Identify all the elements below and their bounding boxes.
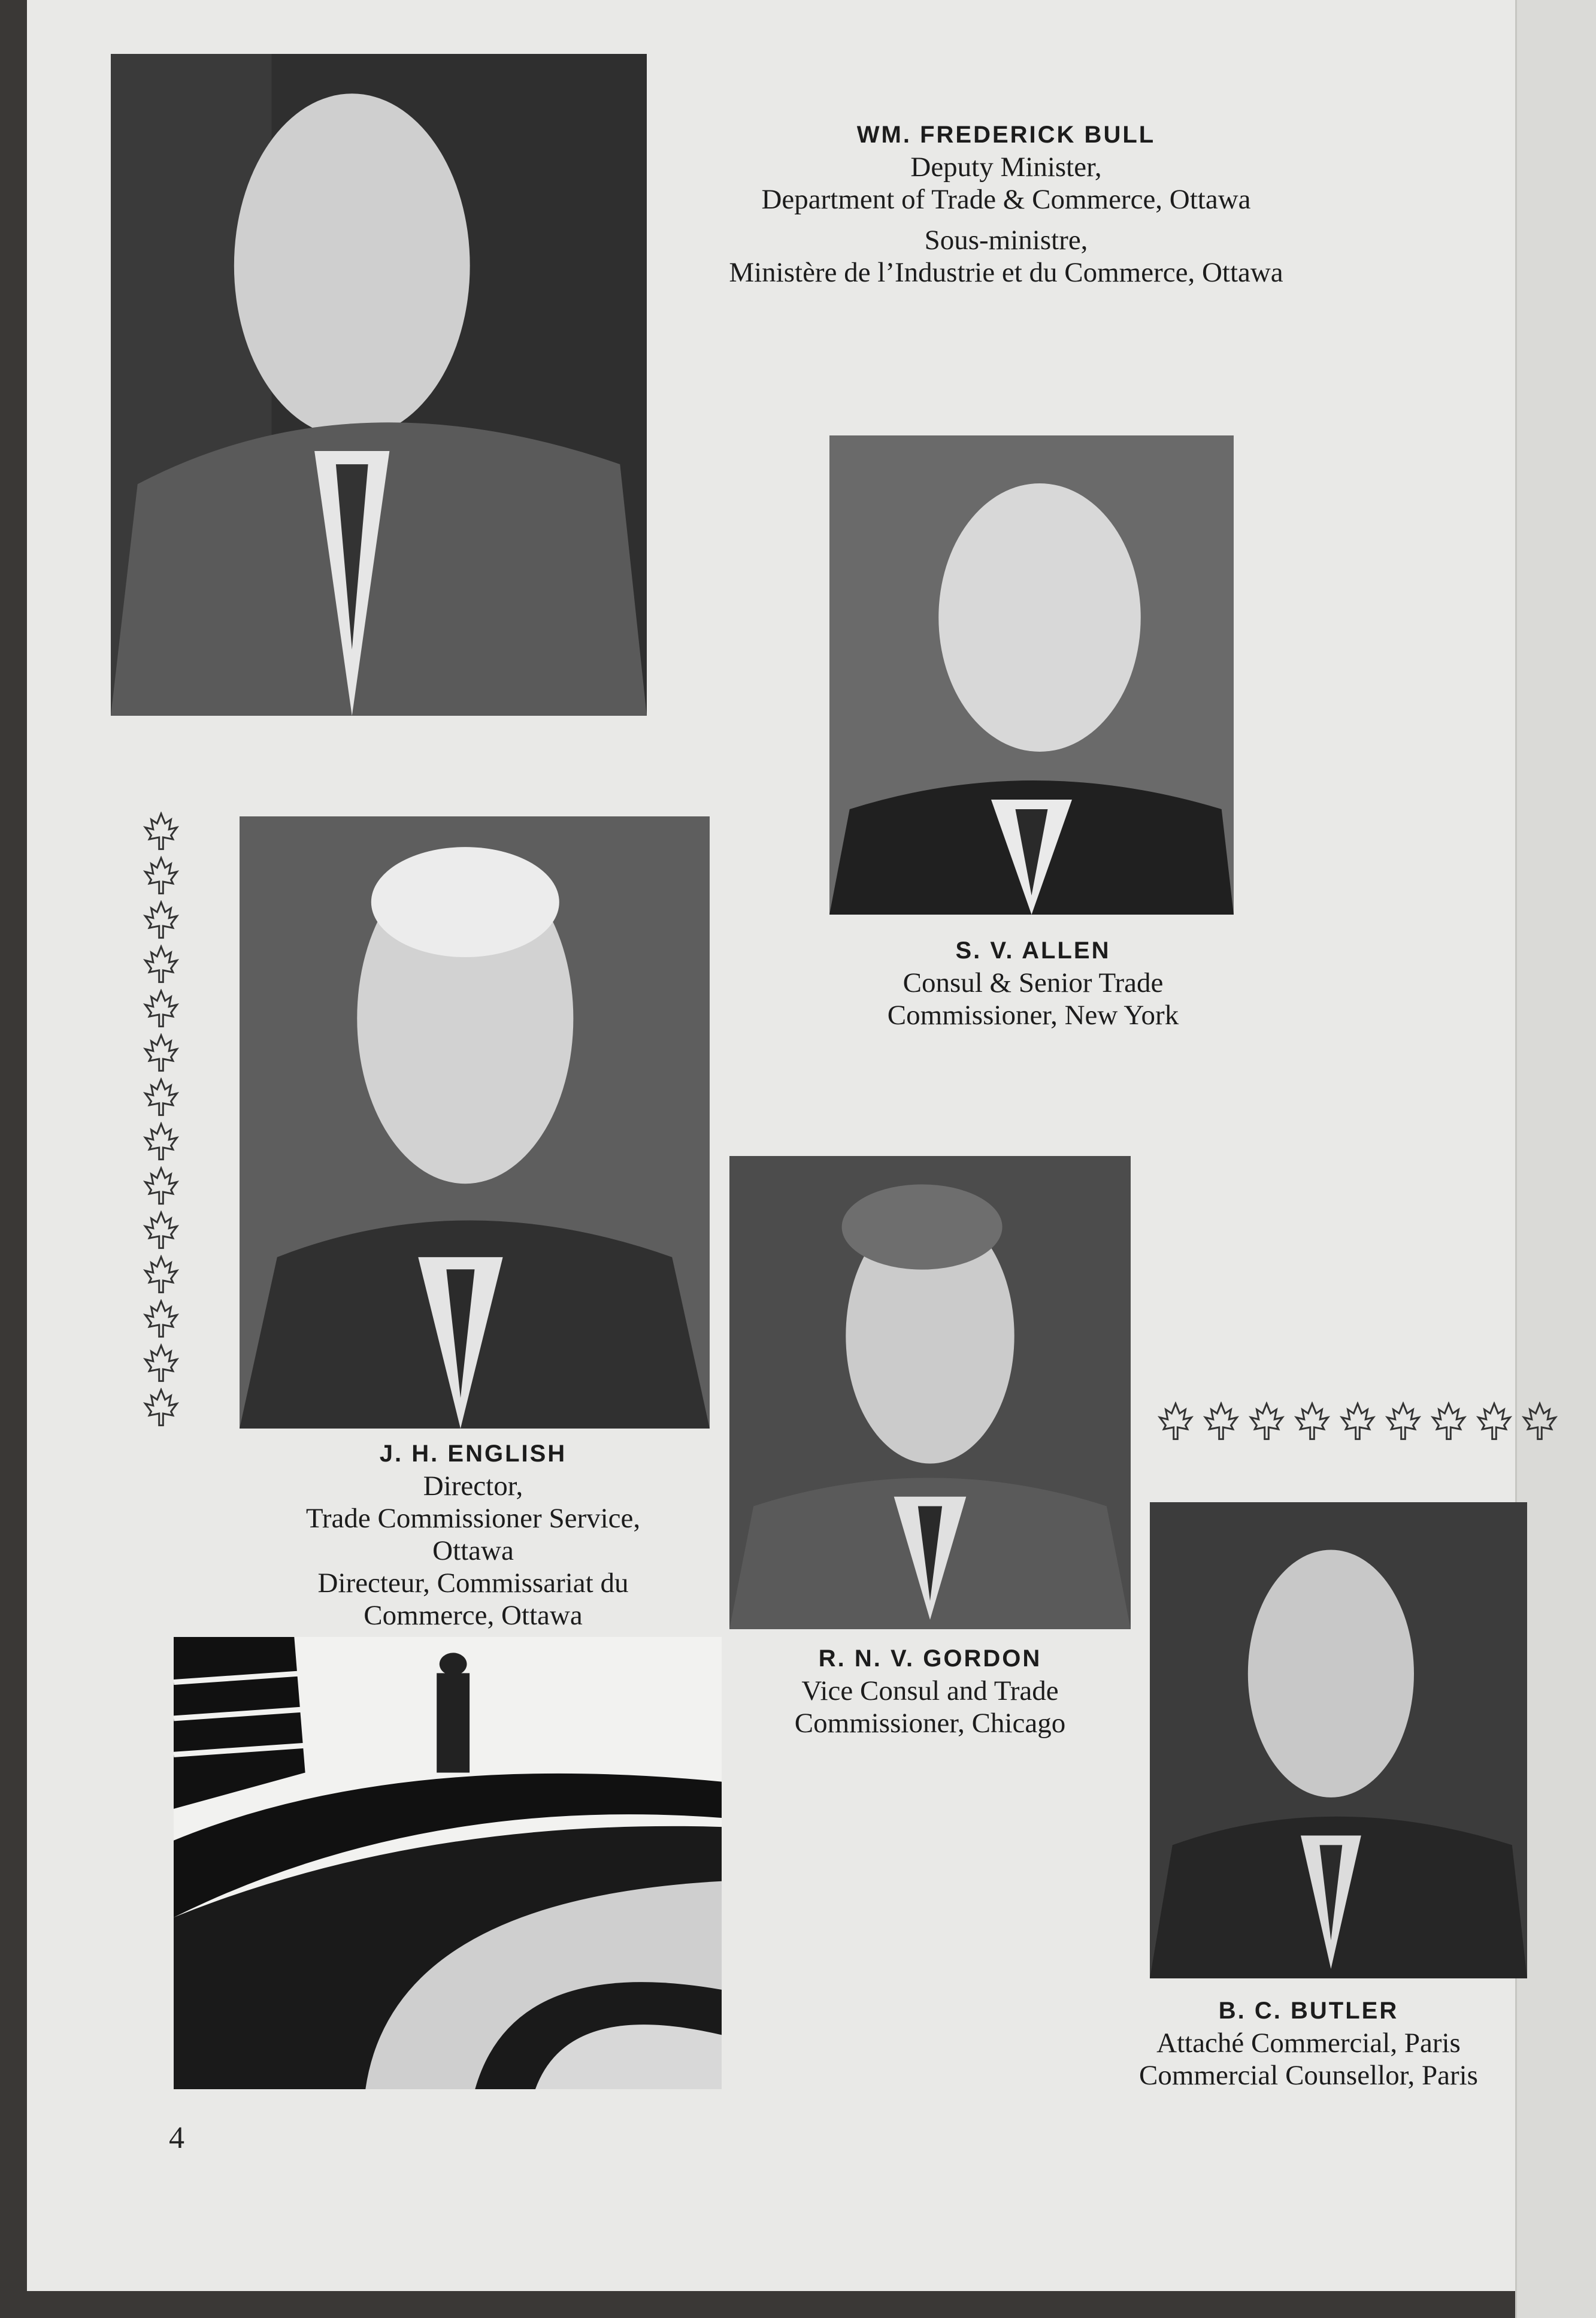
paper-machine-illustration: [174, 1637, 722, 2089]
maple-leaf-icon: [141, 900, 181, 940]
caption-allen: [832, 934, 1234, 1031]
portrait-english-photo: [240, 816, 710, 1429]
maple-leaf-icon: [1201, 1402, 1241, 1441]
caption-gordon: [729, 1642, 1131, 1739]
person-name: J. H. ENGLISH: [379, 1441, 567, 1467]
portrait-allen-photo: [829, 435, 1234, 915]
caption-english: [237, 1438, 710, 1632]
maple-leaf-icon: [141, 1122, 181, 1161]
portrait-gordon-photo: [729, 1156, 1131, 1629]
maple-leaf-icon: [141, 1078, 181, 1117]
person-title: Vice Consul and Trade: [801, 1675, 1059, 1706]
maple-leaf-icon: [141, 945, 181, 984]
maple-leaf-icon: [1338, 1402, 1377, 1441]
maple-leaf-icon: [141, 1211, 181, 1250]
person-title: Trade Commissioner Service,: [305, 1503, 641, 1534]
maple-leaf-icon: [141, 1343, 181, 1383]
maple-leaf-icon: [141, 856, 181, 895]
maple-leaf-icon: [1474, 1402, 1514, 1441]
person-title: Department of Trade & Commerce, Ottawa: [761, 184, 1251, 215]
maple-leaf-icon: [141, 1166, 181, 1206]
person-title: Commissioner, New York: [887, 1000, 1179, 1031]
person-title: Commerce, Ottawa: [364, 1600, 583, 1631]
person-title: Ottawa: [432, 1535, 514, 1566]
maple-leaf-icon: [141, 989, 181, 1028]
maple-leaf-icon: [1383, 1402, 1423, 1441]
caption-bull: [659, 119, 1353, 289]
maple-leaf-icon: [141, 1388, 181, 1427]
person-title: Ministère de l’Industrie et du Commerce, Ottawa: [729, 257, 1283, 288]
maple-leaf-icon: [141, 1299, 181, 1339]
portrait-bull-photo: [111, 54, 647, 716]
person-title: Deputy Minister,: [910, 152, 1102, 183]
person-title: Director,: [423, 1470, 523, 1502]
maple-leaf-icon: [1156, 1402, 1195, 1441]
maple-leaf-icon: [141, 812, 181, 851]
maple-leaf-icon: [141, 1255, 181, 1294]
maple-leaf-icon: [141, 1033, 181, 1073]
maple-leaf-icon: [1292, 1402, 1332, 1441]
maple-leaf-icon: [1429, 1402, 1468, 1441]
person-title: Attaché Commercial, Paris: [1156, 2028, 1461, 2059]
person-title: Directeur, Commissariat du: [317, 1567, 629, 1599]
portrait-butler-photo: [1150, 1502, 1527, 1978]
maple-leaf-icon: [1520, 1402, 1559, 1441]
person-title: Consul & Senior Trade: [903, 967, 1164, 998]
person-title: Sous-ministre,: [924, 225, 1088, 256]
person-name: WM. FREDERICK BULL: [856, 122, 1156, 148]
person-name: B. C. BUTLER: [1218, 1998, 1399, 2024]
person-title: Commercial Counsellor, Paris: [1139, 2060, 1478, 2091]
maple-leaf-row: [1156, 1402, 1563, 1444]
caption-butler: [1102, 1995, 1515, 2092]
next-page-edge: [1515, 0, 1596, 2318]
page-number: 4: [169, 2121, 184, 2155]
maple-leaf-icon: [1247, 1402, 1286, 1441]
person-name: R. N. V. GORDON: [818, 1645, 1042, 1672]
person-name: S. V. ALLEN: [955, 937, 1111, 964]
maple-leaf-column: [141, 812, 183, 1432]
person-title: Commissioner, Chicago: [794, 1708, 1066, 1739]
